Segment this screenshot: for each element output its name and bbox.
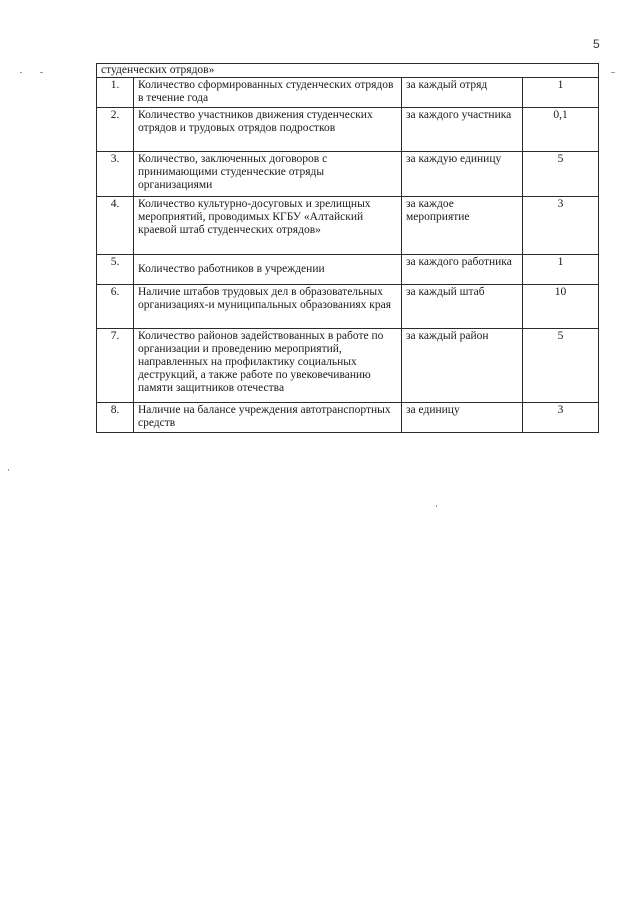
criteria-table	[96, 63, 599, 433]
table-caption-row	[97, 64, 599, 78]
unit-cell: за каждого работника	[402, 255, 523, 285]
row-number: 5.	[97, 255, 134, 285]
indicator-cell: Количество сформированных студенческих отрядов в течение года	[134, 78, 402, 108]
points-cell: 1	[523, 78, 599, 108]
points-cell: 10	[523, 285, 599, 329]
table-row	[97, 329, 599, 403]
table-row	[97, 152, 599, 197]
row-number: 8.	[97, 403, 134, 433]
unit-cell: за каждую единицу	[402, 152, 523, 197]
unit-cell: за единицу	[402, 403, 523, 433]
points-cell: 3	[523, 403, 599, 433]
unit-cell: за каждый отряд	[402, 78, 523, 108]
table-row	[97, 255, 599, 285]
caption-continuation: студенческих отрядов»	[97, 64, 599, 78]
indicator-cell: Наличие штабов трудовых дел в образовательных организациях-и муниципальных образованиях края	[134, 285, 402, 329]
row-number: 7.	[97, 329, 134, 403]
indicator-cell: Количество участников движения студенческих отрядов и трудовых отрядов подростков	[134, 108, 402, 152]
points-cell: 5	[523, 152, 599, 197]
scan-speck	[40, 72, 43, 73]
table-row	[97, 78, 599, 108]
unit-cell: за каждый район	[402, 329, 523, 403]
table-row	[97, 403, 599, 433]
table-row	[97, 285, 599, 329]
scan-speck	[436, 505, 437, 507]
table-row	[97, 108, 599, 152]
points-cell: 1	[523, 255, 599, 285]
indicator-cell: Количество работников в учреждении	[134, 255, 402, 285]
points-cell: 0,1	[523, 108, 599, 152]
indicator-cell: Количество, заключенных договоров с принимающими студенческие отряды организациями	[134, 152, 402, 197]
table-row	[97, 197, 599, 255]
page-number: 5	[593, 37, 600, 51]
points-cell: 5	[523, 329, 599, 403]
row-number: 6.	[97, 285, 134, 329]
row-number: 3.	[97, 152, 134, 197]
points-cell: 3	[523, 197, 599, 255]
row-number: 2.	[97, 108, 134, 152]
unit-cell: за каждый штаб	[402, 285, 523, 329]
indicator-cell: Количество культурно-досуговых и зрелищных мероприятий, проводимых КГБУ «Алтайский краевой штаб студенческих отрядов»	[134, 197, 402, 255]
scan-speck	[8, 469, 9, 471]
scan-speck	[611, 72, 615, 73]
indicator-cell: Количество районов задействованных в работе по организации и проведению мероприятий, направленных на профилактику социальных деструкций, а также работе по увековечиванию памяти защитников отечества	[134, 329, 402, 403]
scan-speck	[20, 72, 22, 73]
unit-cell: за каждое мероприятие	[402, 197, 523, 255]
row-number: 4.	[97, 197, 134, 255]
indicator-cell: Наличие на балансе учреждения автотранспортных средств	[134, 403, 402, 433]
row-number: 1.	[97, 78, 134, 108]
unit-cell: за каждого участника	[402, 108, 523, 152]
